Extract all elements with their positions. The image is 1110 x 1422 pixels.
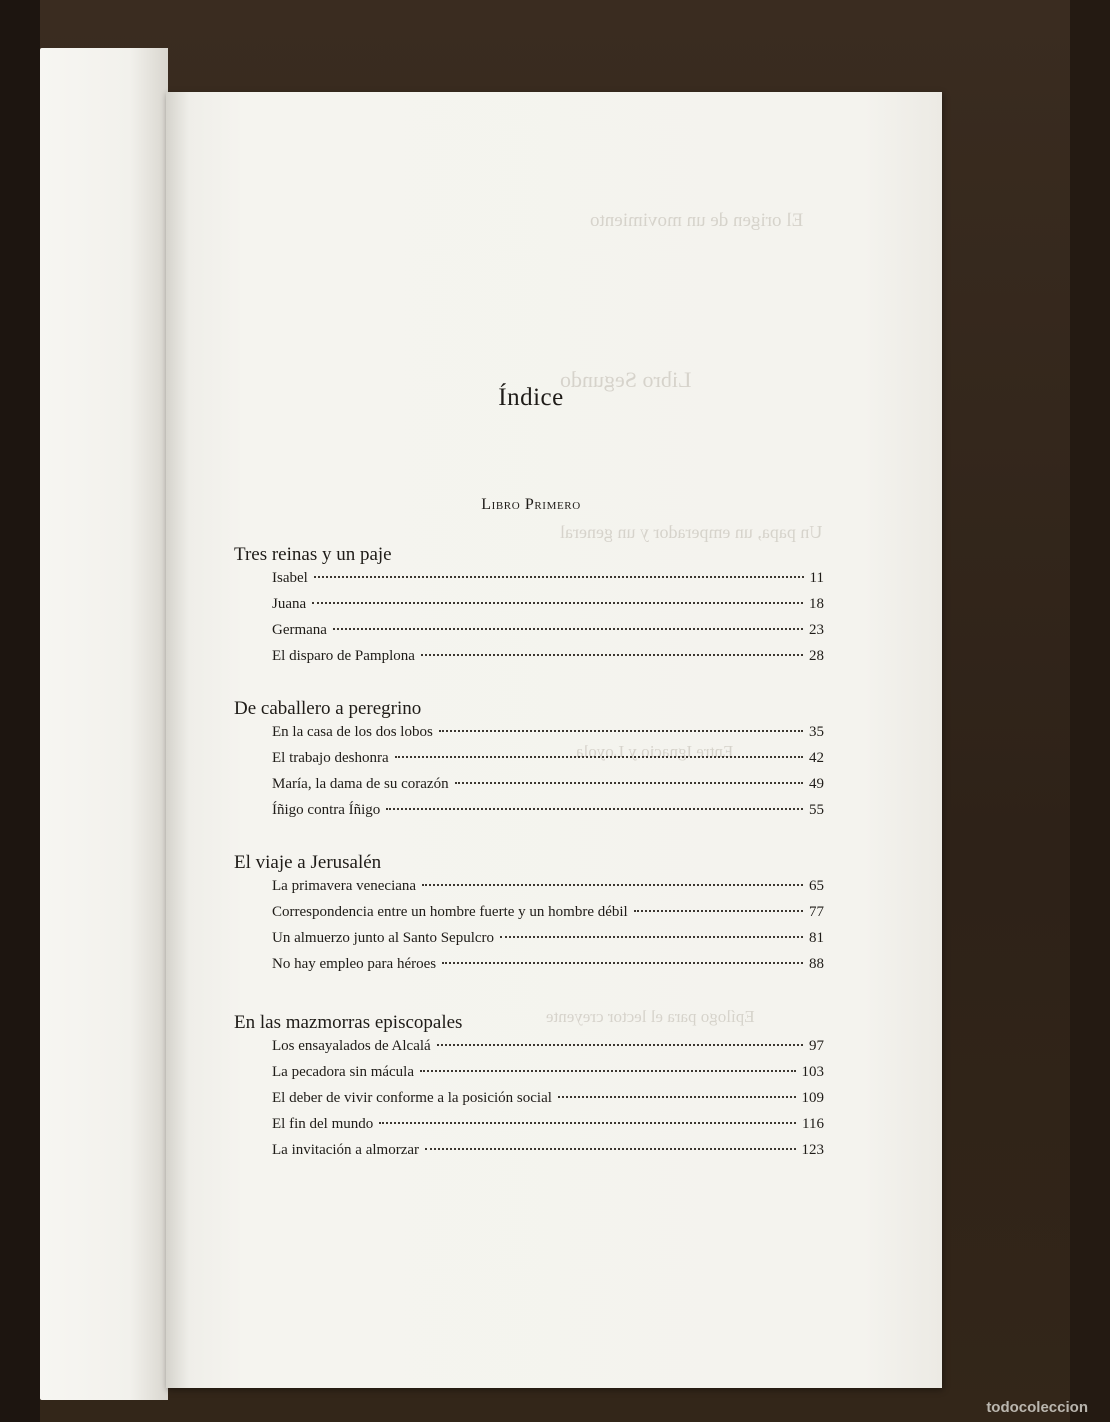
show-through-text: Un papa, un emperador y un general — [560, 522, 823, 542]
toc-entry — [272, 1038, 824, 1060]
toc-entry-page: 23 — [809, 622, 824, 638]
left-page-edge — [40, 48, 168, 1400]
section-title: Tres reinas y un paje — [234, 544, 392, 565]
toc-entry-label: Íñigo contra Íñigo — [272, 802, 381, 818]
toc-entry — [272, 1090, 824, 1112]
toc-entry — [272, 878, 824, 900]
toc-entry-label: El deber de vivir conforme a la posición social — [272, 1090, 552, 1106]
toc-entry-page: 42 — [809, 750, 824, 766]
toc-entry-page: 18 — [809, 596, 824, 612]
leader-dots — [634, 910, 803, 912]
toc-entry — [272, 1116, 824, 1138]
toc-entry-label: Un almuerzo junto al Santo Sepulcro — [272, 930, 495, 946]
show-through-text: El origen de un movimiento — [590, 210, 804, 231]
toc-entry-page: 81 — [809, 930, 824, 946]
leader-dots — [395, 756, 803, 758]
toc-entry — [272, 802, 824, 824]
toc-entry-label: Isabel — [272, 570, 308, 586]
toc-entry-label: La invitación a almorzar — [272, 1142, 420, 1158]
watermark-logo: todocoleccion — [986, 1399, 1088, 1416]
leader-dots — [442, 962, 803, 964]
toc-entry-page: 109 — [801, 1090, 824, 1106]
toc-entry-label: No hay empleo para héroes — [272, 956, 437, 972]
toc-entry-label: El trabajo deshonra — [272, 750, 389, 766]
toc-entry-page: 123 — [801, 1142, 824, 1158]
toc-entry — [272, 1064, 824, 1086]
toc-entry — [272, 648, 824, 670]
toc-entry — [272, 930, 824, 952]
toc-entry-label: La pecadora sin mácula — [272, 1064, 415, 1080]
toc-entry-page: 55 — [809, 802, 824, 818]
toc-entry — [272, 956, 824, 978]
background-dark-left — [0, 0, 40, 1422]
book-part-heading: Libro Primero — [481, 496, 581, 513]
toc-entry-page: 97 — [809, 1038, 824, 1054]
toc-entry-page: 65 — [809, 878, 824, 894]
toc-entry — [272, 596, 824, 618]
section-title: En las mazmorras episcopales — [234, 1012, 463, 1033]
toc-entry — [272, 776, 824, 798]
leader-dots — [425, 1148, 795, 1150]
leader-dots — [333, 628, 803, 630]
leader-dots — [558, 1096, 796, 1098]
toc-entry-label: Correspondencia entre un hombre fuerte y un hombre débil — [272, 904, 628, 920]
toc-entry-label: El disparo de Pamplona — [272, 648, 415, 664]
toc-entry — [272, 622, 824, 644]
show-through-text: Entre Ignacio y Loyola — [576, 742, 734, 761]
toc-entry-label: El fin del mundo — [272, 1116, 374, 1132]
leader-dots — [437, 1044, 803, 1046]
show-through-text: Libro Segundo — [560, 367, 692, 392]
leader-dots — [420, 1070, 795, 1072]
toc-entry — [272, 724, 824, 746]
leader-dots — [455, 782, 803, 784]
toc-entry-page: 49 — [809, 776, 824, 792]
leader-dots — [422, 884, 803, 886]
leader-dots — [386, 808, 803, 810]
leader-dots — [314, 576, 804, 578]
background-dark-right — [1070, 0, 1110, 1422]
page-title: Índice — [498, 384, 564, 411]
toc-entry-label: En la casa de los dos lobos — [272, 724, 433, 740]
leader-dots — [379, 1122, 796, 1124]
toc-entry-label: María, la dama de su corazón — [272, 776, 449, 792]
toc-entry — [272, 750, 824, 772]
toc-entry-page: 103 — [801, 1064, 824, 1080]
toc-entry-page: 88 — [809, 956, 824, 972]
toc-entry — [272, 570, 824, 592]
section-title: El viaje a Jerusalén — [234, 852, 382, 873]
toc-entry-label: La primavera veneciana — [272, 878, 417, 894]
toc-entry-label: Germana — [272, 622, 327, 638]
leader-dots — [421, 654, 803, 656]
toc-entry-page: 77 — [809, 904, 824, 920]
leader-dots — [500, 936, 803, 938]
toc-entry-label: Juana — [272, 596, 307, 612]
toc-entry — [272, 904, 824, 926]
leader-dots — [312, 602, 803, 604]
toc-entry — [272, 1142, 824, 1164]
toc-entry-page: 28 — [809, 648, 824, 664]
toc-entry-label: Los ensayalados de Alcalá — [272, 1038, 431, 1054]
leader-dots — [439, 730, 803, 732]
show-through-text: Epílogo para el lector creyente — [546, 1007, 755, 1026]
toc-entry-page: 116 — [802, 1116, 824, 1132]
toc-entry-page: 35 — [809, 724, 824, 740]
toc-entry-page: 11 — [809, 570, 824, 586]
section-title: De caballero a peregrino — [234, 698, 422, 719]
